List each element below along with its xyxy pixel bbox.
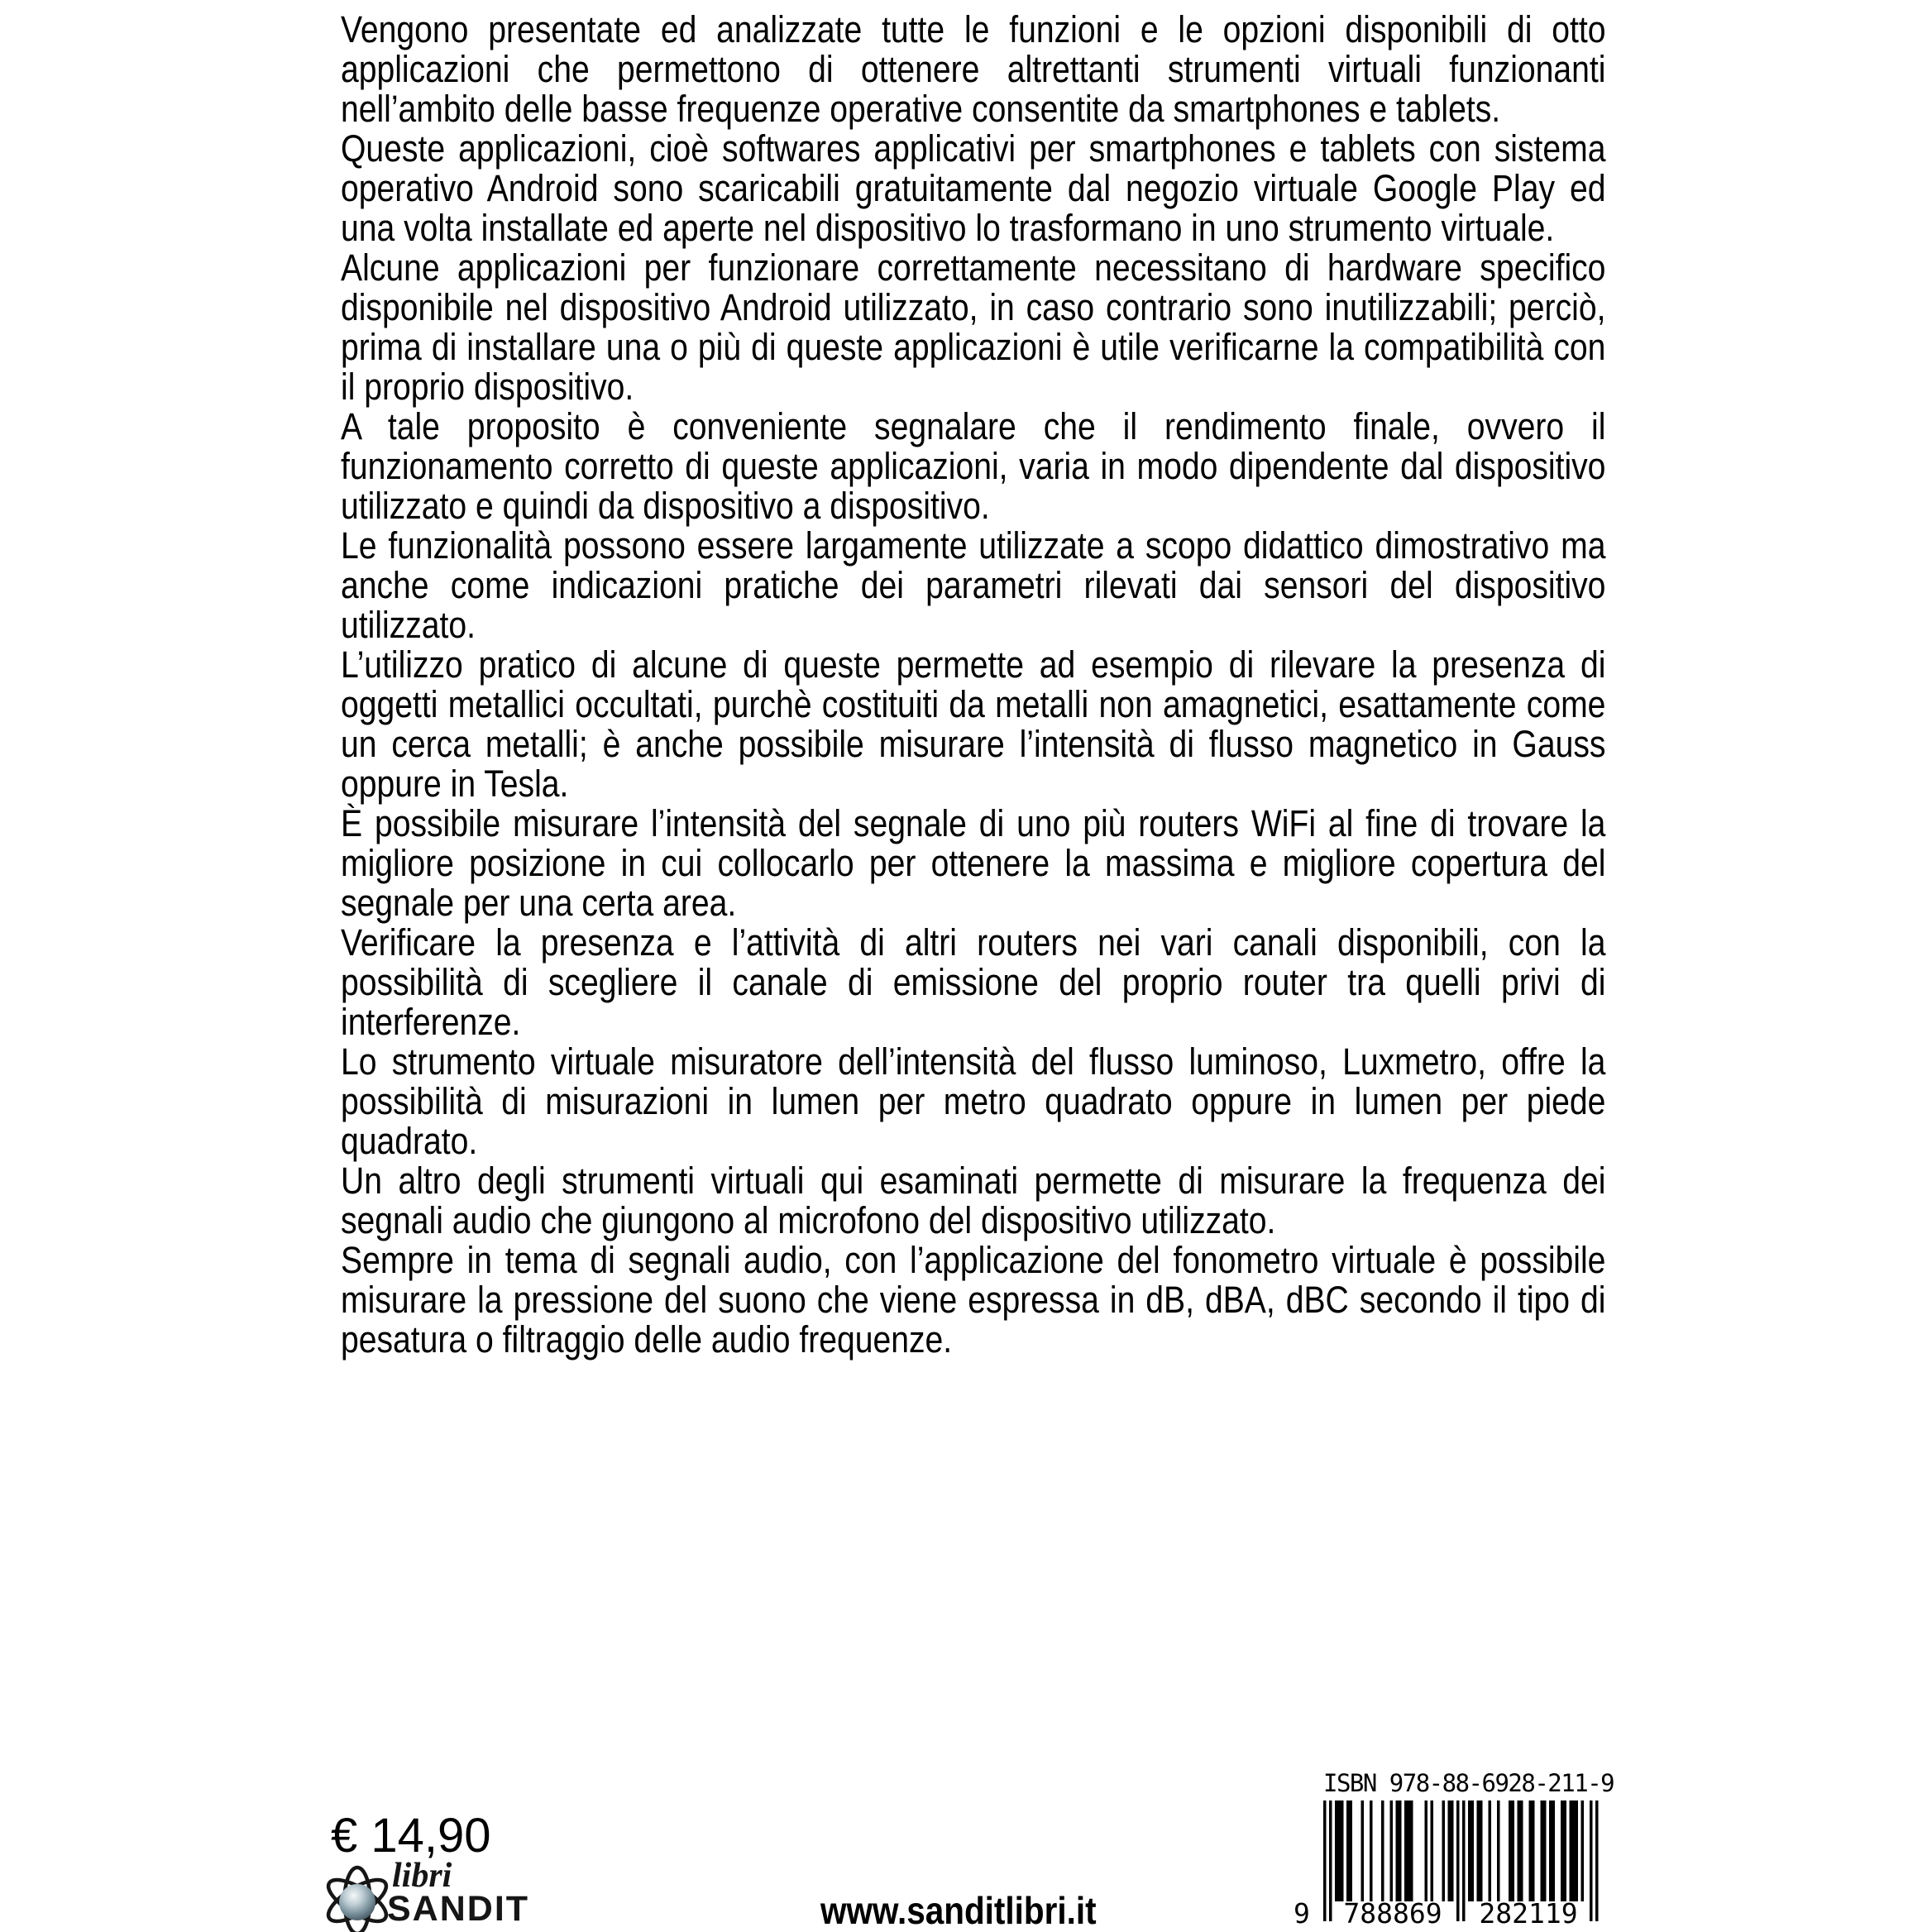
- price-label: € 14,90: [331, 1809, 491, 1863]
- paragraph: Le funzionalità possono essere largamente utilizzate a scopo didattico dimostrativo ma anche come indicazioni pratiche dei parametri rilevati dai sensori del dispositivo utilizzato.: [341, 524, 1606, 646]
- isbn-label: ISBN 978-88-6928-211-9: [1323, 1769, 1614, 1797]
- barcode-lead-digit: 9: [1294, 1897, 1310, 1930]
- paragraph: Vengono presentate ed analizzate tutte le funzioni e le opzioni disponibili di otto applicazioni che permettono di ottenere altrettanti strumenti virtuali funzionanti nell’ambito delle basse frequenze operative consentite da smartphones e tablets.: [341, 8, 1606, 130]
- barcode: [1294, 1800, 1599, 1930]
- publisher-name-sandit: SANDIT: [387, 1889, 530, 1929]
- publisher-name-libri: libri: [392, 1857, 452, 1895]
- publisher-logo: [321, 1858, 552, 1932]
- paragraph: Un altro degli strumenti virtuali qui esaminati permette di misurare la frequenza dei segnali audio che giungono al microfono del dispositivo utilizzato.: [341, 1160, 1606, 1241]
- paragraph: È possibile misurare l’intensità del segnale di uno più routers WiFi al fine di trovare la migliore posizione in cui collocarlo per ottenere la massima e migliore copertura del segnale per una certa area.: [341, 802, 1606, 924]
- barcode-right-group: 282119: [1479, 1897, 1578, 1930]
- paragraph: Alcune applicazioni per funzionare correttamente necessitano di hardware specifico disponibile nel dispositivo Android utilizzato, in caso contrario sono inutilizzabili; perciò, prima di installare una o più di queste applicazioni è utile verificarne la compatibilità con il proprio dispositivo.: [341, 246, 1606, 408]
- paragraph: Queste applicazioni, cioè softwares applicativi per smartphones e tablets con sistema operativo Android sono scaricabili gratuitamente dal negozio virtuale Google Play ed una volta installate ed aperte nel dispositivo lo trasformano in uno strumento virtuale.: [341, 127, 1606, 249]
- paragraph: A tale proposito è conveniente segnalare che il rendimento finale, ovvero il funzionamento corretto di queste applicazioni, varia in modo dipendente dal dispositivo utilizzato e quindi da dispositivo a dispositivo.: [341, 405, 1606, 527]
- description-text: [341, 10, 1605, 1360]
- paragraph: Sempre in tema di segnali audio, con l’applicazione del fonometro virtuale è possibile misurare la pressione del suono che viene espressa in dB, dBA, dBC secondo il tipo di pesatura o filtraggio delle audio frequenze.: [341, 1239, 1606, 1361]
- website-text: www.sanditlibri.it: [820, 1889, 1097, 1932]
- paragraph: Verificare la presenza e l’attività di altri routers nei vari canali disponibili, con la possibilità di scegliere il canale di emissione del proprio router tra quelli privi di interferenze.: [341, 921, 1606, 1043]
- barcode-left-group: 788869: [1343, 1897, 1442, 1930]
- paragraph: L’utilizzo pratico di alcune di queste permette ad esempio di rilevare la presenza di oggetti metallici occultati, purchè costituiti da metalli non amagnetici, esattamente come un cerca metalli; è anche possibile misurare l’intensità di flusso magnetico in Gauss oppure in Tesla.: [341, 643, 1606, 805]
- paragraph: Lo strumento virtuale misuratore dell’intensità del flusso luminoso, Luxmetro, offre la possibilità di misurazioni in lumen per metro quadrato oppure in lumen per piede quadrato.: [341, 1040, 1606, 1162]
- atom-icon: [321, 1864, 394, 1932]
